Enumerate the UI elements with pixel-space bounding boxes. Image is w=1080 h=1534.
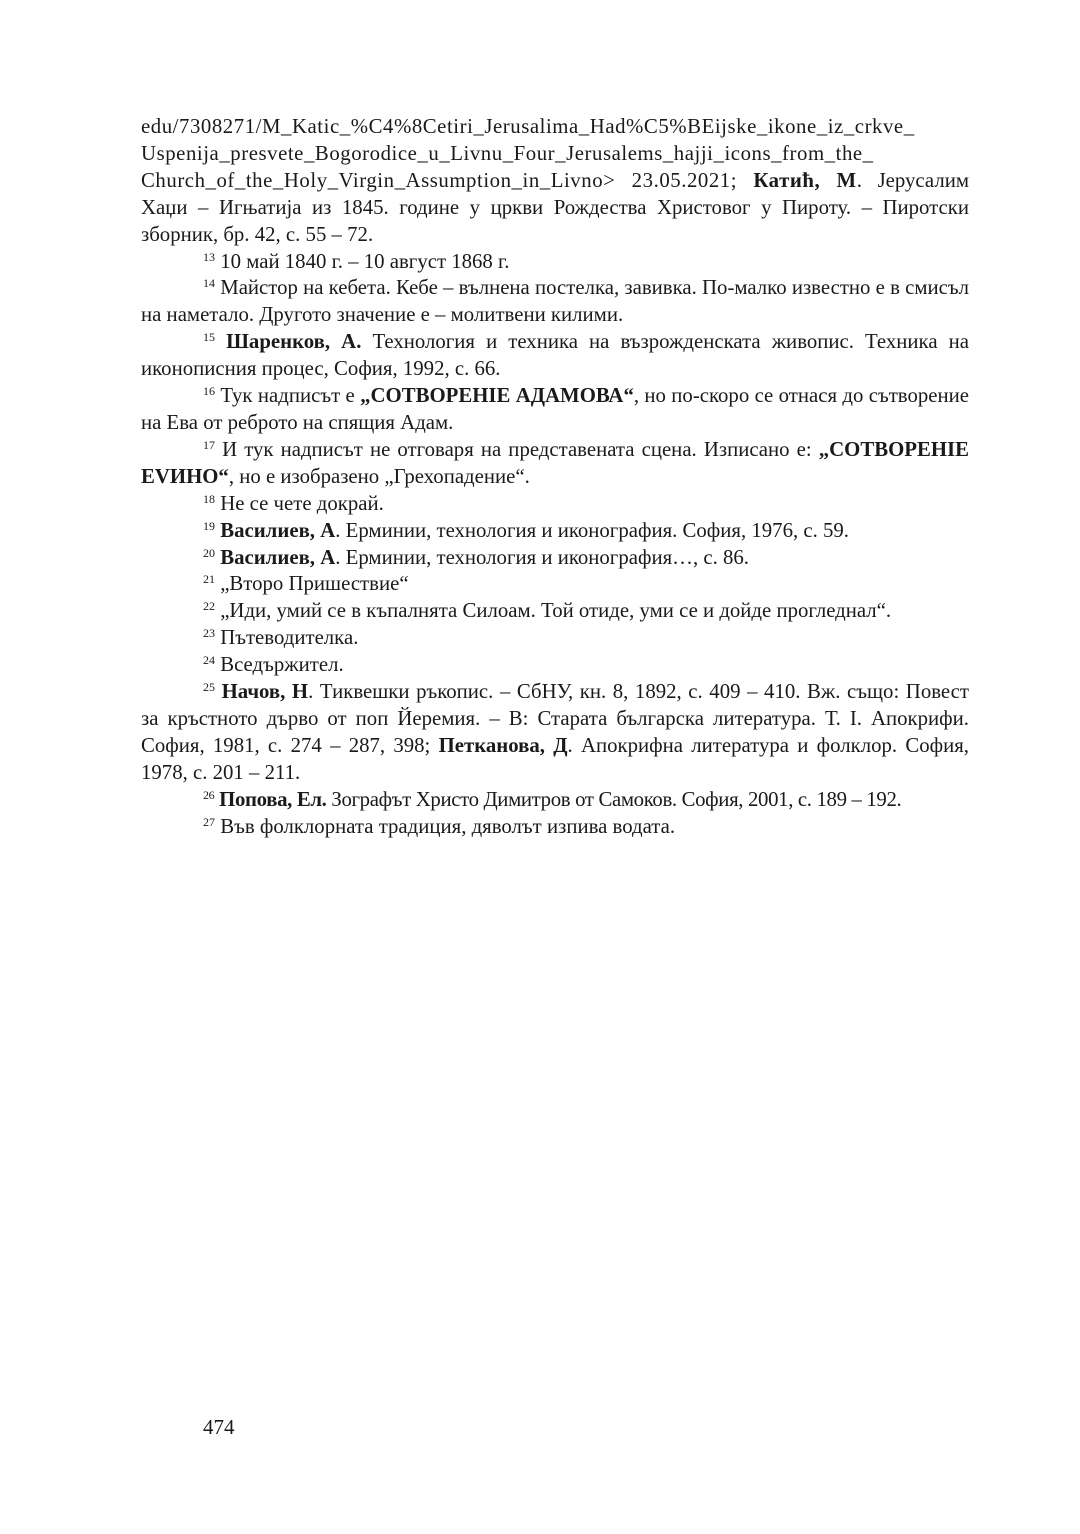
- footnote-23: [141, 625, 969, 652]
- footnote-20: [141, 545, 969, 572]
- footnote-number: 13: [203, 249, 215, 264]
- url-line-2: Uspenija_presvete_Bogorodice_u_Livnu_Four_Jerusalems_hajji_icons_from_the_: [141, 141, 874, 165]
- footnote-text: . Тиквешки ръкопис. – СбНУ, кн. 8, 1892, с. 409 – 410. Вж. също: Повест за кръстното дърво от поп Йеремия. – В: Старата българска литература. Т. I. Апокрифи. София, 1981, с. 274 – 287, 398;: [141, 680, 969, 757]
- footnote-text: Вседържител.: [215, 653, 344, 677]
- footnote-18: [141, 491, 969, 518]
- author: Катић, М: [753, 168, 857, 192]
- footnote-17: [141, 437, 969, 491]
- footnote-text: Пътеводителка.: [215, 626, 359, 650]
- author: Начов, Н: [221, 680, 309, 704]
- citation-text: . Јерусалим Хаџи – Игњатија из 1845. године у цркви Рождества Христовог у Пироту. – Пиротски зборник, бр. 42, с. 55 – 72.: [141, 168, 969, 246]
- footnote-number: 24: [203, 653, 215, 668]
- footnote-text: И тук надписът не отговаря на представената сцена. Изписано е:: [215, 437, 819, 461]
- footnote-text: „Иди, умий се в къпалнята Силоам. Той отиде, уми се и дойде прогледнал“.: [215, 599, 892, 623]
- footnote-14: [141, 275, 969, 329]
- footnote-number: 26: [203, 787, 215, 802]
- footnote-text: Не се чете докрай.: [215, 491, 384, 515]
- footnote-12-continuation: [141, 114, 969, 249]
- footnote-text: . Ерминии, технология и иконография. София, 1976, с. 59.: [335, 518, 849, 542]
- footnote-number: 18: [203, 491, 215, 506]
- footnote-text: Във фолклорната традиция, дяволът изпива водата.: [215, 814, 676, 838]
- footnote-24: [141, 652, 969, 679]
- footnote-number: 21: [203, 572, 215, 587]
- footnotes-block: [141, 114, 969, 840]
- author: Василиев, А: [220, 545, 336, 569]
- footnote-text: Майстор на кебета. Кебе – вълнена постелка, завивка. По-малко известно е в смисъл на наметало. Другото значение е – молитвени килими.: [141, 276, 969, 327]
- footnote-text: . Ерминии, технология и иконография…, с. 86.: [335, 545, 749, 569]
- footnote-number: 17: [203, 437, 215, 452]
- footnote-13: [141, 249, 969, 276]
- author: Шаренков, А.: [226, 330, 362, 354]
- footnote-22: [141, 598, 969, 625]
- footnote-19: [141, 518, 969, 545]
- footnote-text-cont: , но по-скоро се отнася до сътворение на Ева от реброто на спящия Адам.: [141, 384, 969, 434]
- footnote-25: [141, 679, 969, 787]
- footnote-number: 22: [203, 599, 215, 614]
- url-line-1: edu/7308271/M_Katic_%C4%8Cetiri_Jerusalima_Had%C5%BEijske_ikone_iz_crkve_: [141, 115, 915, 138]
- footnote-15: [141, 329, 969, 383]
- author-2: Петканова, Д: [438, 733, 568, 757]
- inscription: „СОТВОРЕНІЕ АДАМОВА“: [360, 384, 634, 408]
- footnote-21: [141, 571, 969, 598]
- footnote-number: 27: [203, 814, 215, 829]
- footnote-text-cont: . Апокрифна литература и фолклор. София, 1978, с. 201 – 211.: [141, 733, 970, 784]
- footnote-text: 10 май 1840 г. – 10 август 1868 г.: [215, 249, 510, 273]
- footnote-number: 16: [203, 384, 215, 399]
- footnote-text-cont: , но е изобразено „Грехопадение“.: [228, 464, 530, 488]
- inscription: „СОТВОРЕНІЕ ЕVИНО“: [141, 437, 969, 488]
- footnote-text: Технология и техника на възрожденската живопис. Техника на иконописния процес, София, 1992, с. 66.: [141, 330, 969, 381]
- footnote-16: [141, 383, 969, 437]
- url-line-3: Church_of_the_Holy_Virgin_Assumption_in_Livno> 23.05.2021;: [141, 168, 754, 192]
- footnote-number: 19: [203, 518, 215, 533]
- footnote-26: [141, 787, 969, 814]
- footnote-27: [141, 814, 969, 841]
- footnote-text: Тук надписът е: [215, 384, 361, 408]
- footnote-number: 15: [203, 330, 215, 345]
- footnote-text: Зографът Христо Димитров от Самоков. София, 2001, с. 189 – 192.: [326, 787, 902, 811]
- page-number: 474: [203, 1415, 235, 1439]
- footnote-number: 14: [203, 276, 215, 291]
- footnote-number: 20: [203, 545, 215, 560]
- author: Попова, Ел.: [219, 787, 327, 811]
- footnote-text: „Второ Пришествие“: [215, 572, 409, 596]
- footnote-number: 25: [203, 680, 215, 695]
- author: Василиев, А: [220, 518, 336, 542]
- footnote-number: 23: [203, 626, 215, 641]
